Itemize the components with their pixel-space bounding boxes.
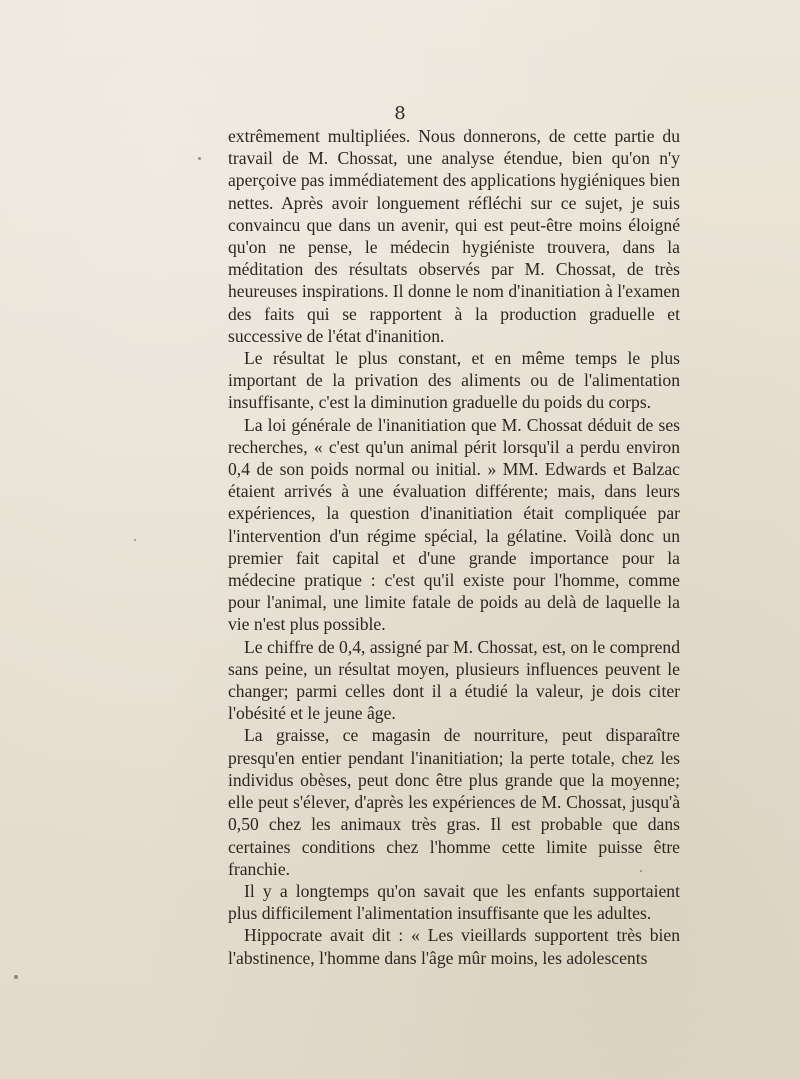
paragraph: La loi générale de l'inanitiation que M. Chossat déduit de ses recherches, « c'est qu'un animal périt lorsqu'il a perdu environ 0,4 de son poids normal ou initial. » MM. Edwards et Balzac étaient arrivés à une évaluation différente; mais, dans leurs expériences, la question d'inanitiation était compliquée par l'intervention d'un régime spécial, la gélatine. Voilà donc un premier fait capital et d'une grande importance pour la médecine pratique : c'est qu'il existe pour l'homme, comme pour l'animal, une limite fatale de poids au delà de laquelle la vie n'est plus possible. [228,414,680,635]
paragraph: extrêmement multipliées. Nous donnerons, de cette partie du travail de M. Chossat, une analyse étendue, bien qu'on n'y aperçoive pas immédiatement des applications hygiéniques bien nettes. Après avoir longuement réfléchi sur ce sujet, je suis convaincu que dans un avenir, qui est peut-être moins éloigné qu'on ne pense, le médecin hygiéniste trouvera, dans la méditation des résultats observés par M. Chossat, de très heureuses inspirations. Il donne le nom d'inanitiation à l'examen des faits qui se rapportent à la production graduelle et successive de l'état d'inanition. [228,126,680,346]
page-number: 8 [394,103,406,124]
paragraph: Le chiffre de 0,4, assigné par M. Chossat, est, on le comprend sans peine, un résultat moyen, plusieurs influences peuvent le changer; parmi celles dont il a étudié la valeur, je dois citer l'obésité et le jeune âge. [228,636,680,724]
paper-speck [198,157,201,160]
paper-speck [134,539,136,541]
body-text [228,125,680,969]
paragraph: La graisse, ce magasin de nourriture, peut disparaître presqu'en entier pendant l'inanitiation; la perte totale, chez les individus obèses, peut donc être plus grande que la moyenne; elle peut s'élever, d'après les expériences de M. Chossat, jusqu'à 0,50 chez les animaux très gras. Il est probable que dans certaines conditions chez l'homme cette limite puisse être franchie. [228,725,680,879]
paragraph: Le résultat le plus constant, et en même temps le plus important de la privation des aliments ou de l'alimentation insuffisante, c'est la diminution graduelle du poids du corps. [228,348,680,413]
paper-speck [14,975,18,979]
paper-speck [640,870,642,872]
paragraph: Il y a longtemps qu'on savait que les enfants supportaient plus difficilement l'alimentation insuffisante que les adultes. [228,880,680,924]
paragraph: Hippocrate avait dit : « Les vieillards supportent très bien l'abstinence, l'homme dans l'âge mûr moins, les adolescents [228,925,680,968]
